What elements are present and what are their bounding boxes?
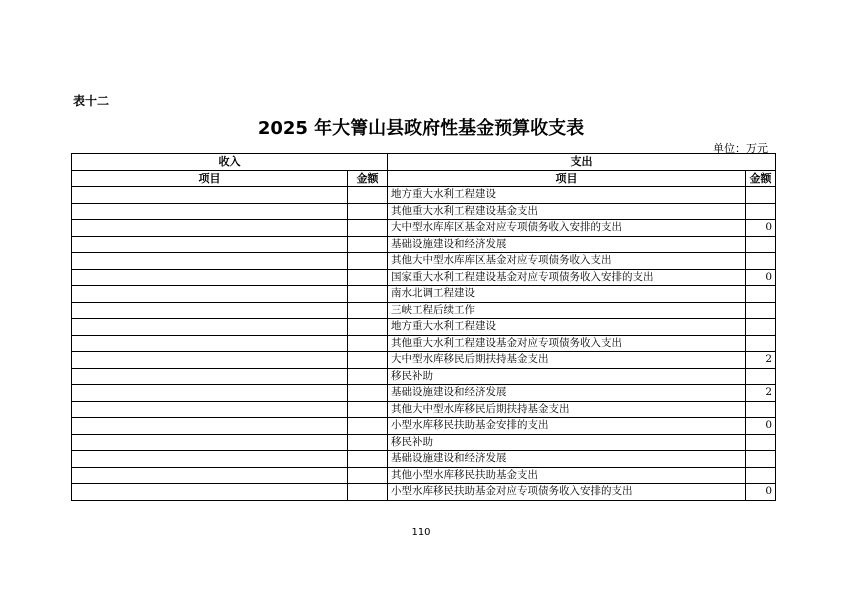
table-row <box>72 418 776 435</box>
table-row <box>72 203 776 220</box>
income-amount-cell <box>348 220 388 237</box>
income-item-cell <box>72 319 348 336</box>
expense-amount-cell: 2 <box>746 352 776 369</box>
page-number: 110 <box>411 527 431 538</box>
expense-item-cell: 大中型水库移民后期扶持基金支出 <box>388 352 746 369</box>
expense-amount-cell <box>746 467 776 484</box>
expense-item-cell: 三峡工程后续工作 <box>388 302 746 319</box>
expense-amount-cell <box>746 203 776 220</box>
expense-item-cell: 小型水库移民扶助基金对应专项债务收入安排的支出 <box>388 484 746 501</box>
expense-header: 支出 <box>388 154 776 171</box>
expense-amount-header: 金额 <box>746 170 776 187</box>
table-row <box>72 335 776 352</box>
table-row <box>72 319 776 336</box>
expense-item-cell: 其他小型水库移民扶助基金支出 <box>388 467 746 484</box>
table-row <box>72 451 776 468</box>
expense-item-cell: 大中型水库库区基金对应专项债务收入安排的支出 <box>388 220 746 237</box>
expense-item-cell: 基础设施建设和经济发展 <box>388 451 746 468</box>
table-row <box>72 368 776 385</box>
expense-amount-cell <box>746 368 776 385</box>
income-amount-cell <box>348 253 388 270</box>
income-amount-cell <box>348 319 388 336</box>
income-item-cell <box>72 401 348 418</box>
expense-amount-cell <box>746 434 776 451</box>
expense-amount-cell: 0 <box>746 220 776 237</box>
income-item-header: 项目 <box>72 170 348 187</box>
income-amount-cell <box>348 401 388 418</box>
income-item-cell <box>72 368 348 385</box>
table-row <box>72 467 776 484</box>
income-item-cell <box>72 269 348 286</box>
table-row <box>72 220 776 237</box>
expense-item-cell: 地方重大水利工程建设 <box>388 187 746 204</box>
income-amount-cell <box>348 484 388 501</box>
income-item-cell <box>72 451 348 468</box>
income-item-cell <box>72 236 348 253</box>
income-item-cell <box>72 203 348 220</box>
table-row <box>72 269 776 286</box>
income-item-cell <box>72 467 348 484</box>
table-column-header-row <box>72 170 776 187</box>
table-body <box>72 187 776 501</box>
table-row <box>72 352 776 369</box>
income-item-cell <box>72 335 348 352</box>
income-header: 收入 <box>72 154 388 171</box>
income-amount-cell <box>348 302 388 319</box>
expense-amount-cell <box>746 335 776 352</box>
table-label: 表十二 <box>73 94 110 108</box>
income-item-cell <box>72 434 348 451</box>
unit-note: 单位：万元 <box>713 142 768 155</box>
budget-table <box>71 153 776 501</box>
expense-amount-cell: 0 <box>746 484 776 501</box>
income-amount-cell <box>348 286 388 303</box>
table-row <box>72 253 776 270</box>
income-amount-cell <box>348 236 388 253</box>
expense-item-cell: 其他大中型水库库区基金对应专项债务收入支出 <box>388 253 746 270</box>
expense-amount-cell <box>746 286 776 303</box>
table-row <box>72 302 776 319</box>
expense-item-cell: 国家重大水利工程建设基金对应专项债务收入安排的支出 <box>388 269 746 286</box>
income-amount-cell <box>348 418 388 435</box>
table-row <box>72 401 776 418</box>
expense-amount-cell <box>746 401 776 418</box>
expense-item-cell: 其他重大水利工程建设基金支出 <box>388 203 746 220</box>
expense-amount-cell: 2 <box>746 385 776 402</box>
expense-item-header: 项目 <box>388 170 746 187</box>
income-item-cell <box>72 187 348 204</box>
income-item-cell <box>72 385 348 402</box>
expense-item-cell: 其他大中型水库移民后期扶持基金支出 <box>388 401 746 418</box>
expense-amount-cell: 0 <box>746 269 776 286</box>
expense-item-cell: 基础设施建设和经济发展 <box>388 236 746 253</box>
expense-amount-cell <box>746 236 776 253</box>
expense-item-cell: 小型水库移民扶助基金安排的支出 <box>388 418 746 435</box>
income-item-cell <box>72 286 348 303</box>
income-amount-cell <box>348 368 388 385</box>
expense-item-cell: 移民补助 <box>388 434 746 451</box>
table-row <box>72 484 776 501</box>
income-amount-cell <box>348 269 388 286</box>
income-amount-cell <box>348 467 388 484</box>
expense-amount-cell <box>746 302 776 319</box>
income-amount-cell <box>348 451 388 468</box>
table-row <box>72 187 776 204</box>
income-item-cell <box>72 418 348 435</box>
expense-item-cell: 南水北调工程建设 <box>388 286 746 303</box>
income-amount-cell <box>348 385 388 402</box>
income-item-cell <box>72 302 348 319</box>
table-row <box>72 286 776 303</box>
expense-amount-cell <box>746 451 776 468</box>
expense-amount-cell <box>746 319 776 336</box>
income-item-cell <box>72 352 348 369</box>
income-amount-cell <box>348 187 388 204</box>
expense-amount-cell <box>746 253 776 270</box>
income-amount-cell <box>348 203 388 220</box>
expense-amount-cell: 0 <box>746 418 776 435</box>
income-amount-cell <box>348 434 388 451</box>
income-item-cell <box>72 220 348 237</box>
income-amount-cell <box>348 335 388 352</box>
expense-amount-cell <box>746 187 776 204</box>
table-row <box>72 434 776 451</box>
income-item-cell <box>72 484 348 501</box>
table-row <box>72 236 776 253</box>
income-amount-cell <box>348 352 388 369</box>
expense-item-cell: 地方重大水利工程建设 <box>388 319 746 336</box>
income-item-cell <box>72 253 348 270</box>
table-group-header-row <box>72 154 776 171</box>
expense-item-cell: 其他重大水利工程建设基金对应专项债务收入支出 <box>388 335 746 352</box>
expense-item-cell: 移民补助 <box>388 368 746 385</box>
page-title: 2025 年大箐山县政府性基金预算收支表 <box>257 118 585 139</box>
expense-item-cell: 基础设施建设和经济发展 <box>388 385 746 402</box>
table-row <box>72 385 776 402</box>
income-amount-header: 金额 <box>348 170 388 187</box>
